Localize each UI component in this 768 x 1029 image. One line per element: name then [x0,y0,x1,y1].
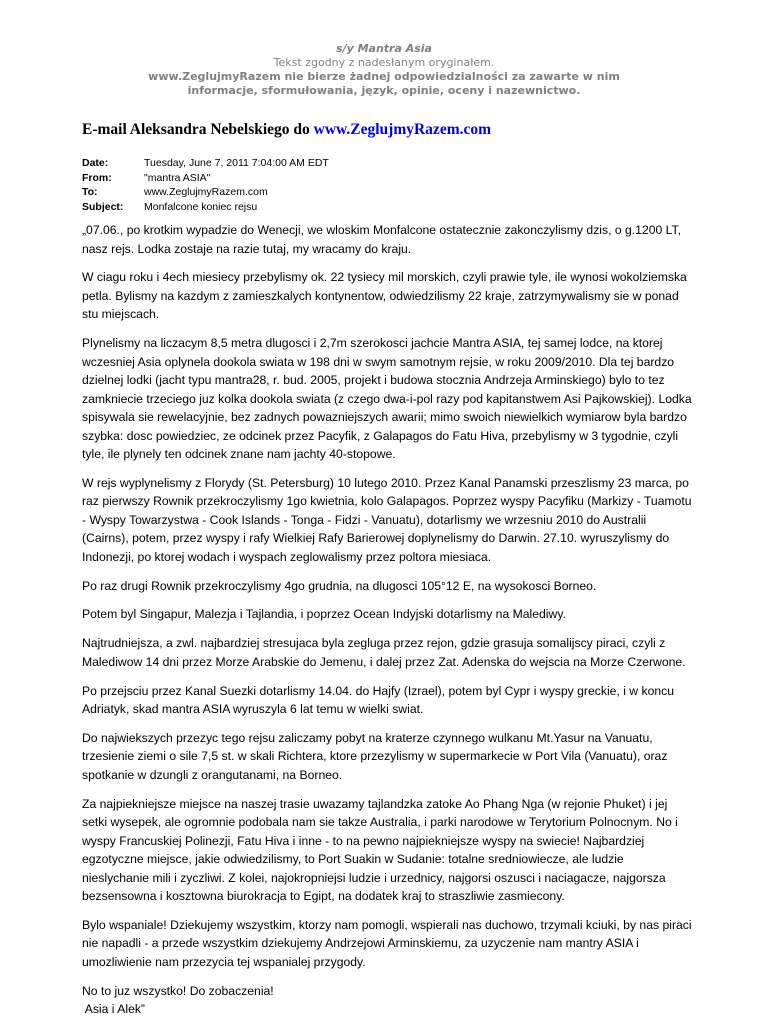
body-paragraph: W ciagu roku i 4ech miesiecy przebylismy ok. 22 tysiecy mil morskich, czyli prawie tyle, ile wynosi wokolziemska petla. Bylismy na kazdym z zamieszkalych kontynentow, odwiedzilismy 22 kraje, zatrzymywalismy sie w ponad stu miejscach. [82,270,687,322]
body-paragraph: Za najpiekniejsze miejsce na naszej trasie uwazamy tajlandzka zatoke Ao Phang Nga (w rejonie Phuket) i jej setki wysepek, ale ogromnie podobala nam sie takze Australia, i parki narodowe w Terytorium Polnocnym. No i wyspy Francuskiej Polinezji, Fatu Hiva i inne - to na pewno najpiekniejsze wyspy na swiecie! Najbardziej egzotyczne miejsce, jakie odwiedzilismy, to Port Suakin w Sudanie: totalne sredniowiecze, ale ludzie nieslychanie mili i zyczliwi. Z kolei, najokropniejsi ludzie i urzednicy, najgorsi oszusci i naciagacze, najgorsza bezsensowna i kosztowna biurokracja to Egipt, na dodatek kraj to straszliwie zasmiecony. [82,796,678,904]
closing-line: No to juz wszystko! Do zobaczenia! [82,983,274,998]
header-from [82,171,329,186]
signature: Asia i Alek” [82,1002,145,1017]
body-paragraph: Najtrudniejsza, a zwl. najbardziej stresujaca byla zegluga przez rejon, gdzie grasuja somalijscy piraci, czyli z Malediwow 14 dni przez Morze Arabskie do Jemenu, i dalej przez Zat. Adenska do wejscia na Morze Czerwone. [82,636,686,669]
header-to [82,185,329,200]
header-label: To: [82,186,98,198]
banner-note: Tekst zgodny z nadesłanym oryginałem. [273,56,495,69]
body-paragraph: Do najwiekszych przezyc tego rejsu zaliczamy pobyt na kraterze czynnego wulkanu Mt.Yasur na Vanuatu, trzesienie ziemi o sile 7,5 st. w skali Richtera, ktore przezylismy w supermarkecie w Port Vila (Vanuatu), oraz spotkanie w dzungli z orangutanami, na Borneo. [82,730,668,782]
body-paragraph: W rejs wyplynelismy z Florydy (St. Petersburg) 10 lutego 2010. Przez Kanal Panamski przeszlismy 23 marca, po raz pierwszy Rownik przekroczylismy 1go kwietnia, kolo Galapagos. Poprzez wyspy Pacyfiku (Markizy - Tuamotu - Wyspy Towarzystwa - Cook Islands - Tonga - Fidzi - Vanuatu), dotarlismy we wrzesniu 2010 do Australii (Cairns), potem, przez wyspy i rafy Wielkiej Rafy Barierowej doplynelismy do Darwin. 27.10. wyruszylismy do Indonezji, po ktorej wodach i wyspach zeglowalismy przez poltora miesiaca. [82,475,692,564]
site-link[interactable]: www.ZeglujmyRazem.com [313,121,492,138]
body-paragraph: Po przejsciu przez Kanal Suezki dotarlismy 14.04. do Hajfy (Izrael), potem byl Cypr i wyspy greckie, i w koncu Adriatyk, skad mantra ASIA wyruszyla 6 lat temu w wielki swiat. [82,683,675,717]
body-paragraph: Plynelismy na liczacym 8,5 metra dlugosci i 2,7m szerokosci jachcie Mantra ASIA, tej samej lodce, na ktorej wczesniej Asia oplynela dookola swiata w 198 dni w swym samotnym rejsie, w roku 2009/2010. Dla tej bardzo dzielnej lodki (jacht typu mantra28, r. bud. 2005, projekt i budowa stocznia Andrzeja Arminskiego) bylo to tez zamkniecie trzeciego juz kolka dookola swiata (z czego dwa-i-pol razy pod kapitanstwem Asi Pajkowskiej). Lodka spisywala sie rewelacyjnie, bez zadnych powazniejszych awarii; mimo swoich niewielkich wymiarow byla bardzo szybka: dosc powiedziec, ze odcinek przez Pacyfik, z Galapagos do Fatu Hiva, przebylismy w 3 tygodnie, czyli tyle, ile plynely ten odcinek znane nam jachty 40-stopowe. [82,336,692,462]
banner-disclaimer-line2: informacje, sformułowania, język, opinie, oceny i nazewnictwo. [187,84,581,97]
email-headers [82,156,329,214]
banner-boat-name: s/y Mantra Asia [336,42,432,55]
header-value: www.ZeglujmyRazem.com [144,186,268,198]
header-value: "mantra ASIA" [144,171,211,184]
body-paragraph: „07.06., po krotkim wypadzie do Wenecji, we wloskim Monfalcone ostatecznie zakonczylismy dzis, o g.1200 LT, nasz rejs. Lodka zostaje na razie tutaj, my wracamy do kraju. [82,223,682,256]
disclaimer-banner [0,42,768,98]
body-paragraph: Po raz drugi Rownik przekroczylismy 4go grudnia, na dlugosci 105°12 E, na wysokosci Borneo. [82,578,597,593]
page-title [82,121,491,139]
header-label: From: [82,171,112,184]
header-subject [82,200,329,215]
header-label: Date: [82,157,109,169]
email-body [82,221,692,1029]
title-text: E-mail Aleksandra Nebelskiego do [82,121,314,138]
header-value: Tuesday, June 7, 2011 7:04:00 AM EDT [144,157,329,169]
body-paragraph: Bylo wspaniale! Dziekujemy wszystkim, ktorzy nam pomogli, wspierali nas duchowo, trzymali kciuki, by nas piraci nie napadli - a przede wszystkim dziekujemy Andrzejowi Arminskiemu, za uzyczenie nam mantry ASIA i umozliwienie nam przezycia tej wspanialej przygody. [82,917,692,969]
header-date [82,156,329,171]
header-label: Subject: [82,200,124,213]
body-paragraph: Potem byl Singapur, Malezja i Tajlandia, i poprzez Ocean Indyjski dotarlismy na Malediwy. [82,607,566,622]
banner-disclaimer-line1: www.ZeglujmyRazem nie bierze żadnej odpowiedzialności za zawarte w nim [148,70,620,83]
header-value: Monfalcone koniec rejsu [144,200,258,213]
